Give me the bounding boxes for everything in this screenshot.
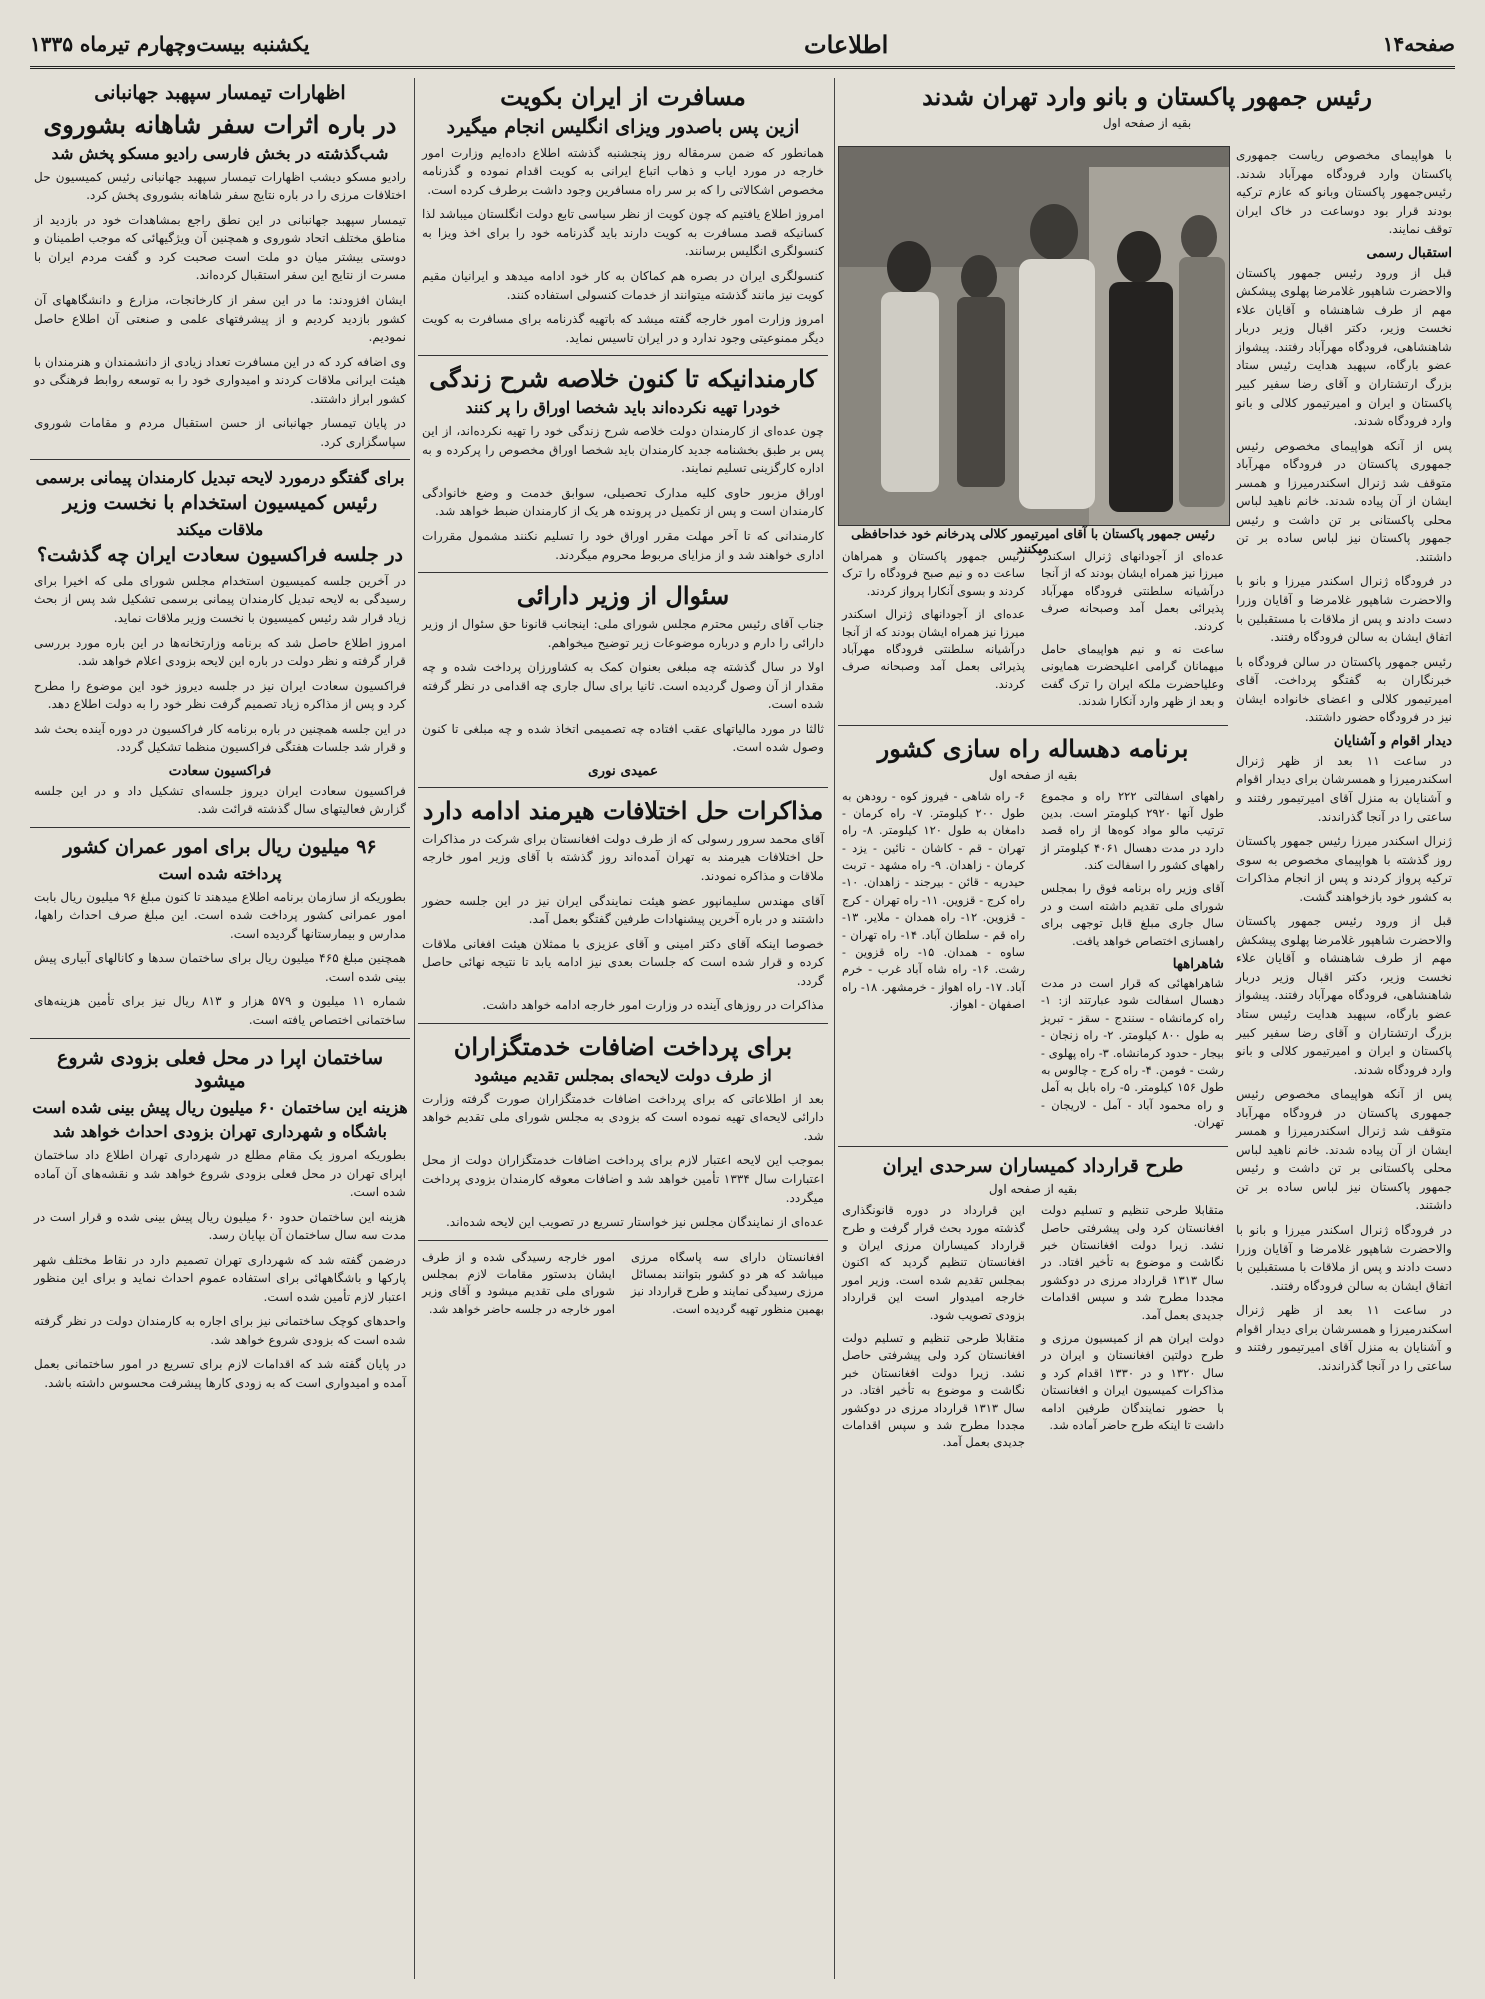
headline-kuwait: مسافرت از ایران بکویت: [500, 82, 746, 111]
news-photo: [838, 146, 1230, 526]
article-paragraph: در پایان تیمسار جهانبانی از حسن استقبال مردم و مقامات شوروی سپاسگزاری کرد.: [34, 416, 406, 449]
subheadline-opera-cost: هزینه این ساختمان ۶۰ میلیون ریال پیش بینی شده است: [32, 1098, 408, 1117]
divider: [418, 1240, 828, 1241]
article-paragraph: بعد از اطلاعاتی که برای پرداخت اضافات خدمتگزاران صورت گرفته وزارت دارائی لایحه‌ای تهیه نموده است که بزودی به مجلس شورای ملی تقدیم خواهد شد.: [422, 1091, 824, 1143]
article-paragraph: ۶- راه شاهی - فیروز کوه - رودهن به طول ۲۰۰ کیلومتر. ۷- راه کرمان - دامغان به طول ۱۲۰ کیلومتر. ۸- راه تهران - قم - کاشان - نائین - یزد - کرمان - زاهدان. ۹- راه مشهد - تربت حیدریه - قائن - بیرجند - زاهدان. ۱۰- راه کرج - قزوین. ۱۱- راه تهران - کرج - قزوین. ۱۲- راه همدان - ملایر. ۱۳- راه قم - سلطان آباد. ۱۴- راه تهران - ساوه - همدان. ۱۵- راه قزوین - رشت. ۱۶- راه شاه آباد غرب - خرم آباد. ۱۷- راه اهواز - خرمشهر. ۱۸- راه اصفهان - اهواز.: [842, 788, 1026, 1012]
headline-development-budget: ۹۶ میلیون ریال برای امور عمران کشور: [63, 835, 377, 858]
article-paragraph: بموجب این لایحه اعتبار لازم برای پرداخت اضافات خدمتگزاران دولت از محل اعتبارات سال ۱۳۳۴ تأمین خواهد شد و اضافات معوقه کارمندان بزودی پرداخت میگردد.: [422, 1153, 824, 1205]
subheading: دیدار اقوام و آشنایان: [1333, 732, 1452, 749]
article-paragraph: ژنرال اسکندر میرزا رئیس جمهور پاکستان روز گذشته با هواپیمای مخصوص به سوی ترکیه پرواز کردند و پس از انجام مذاکرات به کشور خود بازخواهند گشت.: [1236, 834, 1452, 904]
subheading: استقبال رسمی: [1366, 244, 1452, 261]
subheadline-paid: پرداخته شده است: [158, 863, 282, 883]
article-paragraph: اوراق مزبور حاوی کلیه مدارک تحصیلی، سوابق خدمت و وضع خانوادگی کارمندان است و پس از تکمیل در پرونده هر یک از کارمندان ضبط خواهد شد.: [422, 485, 824, 519]
continued-note: بقیه از صفحه اول: [988, 767, 1078, 782]
article-paragraph: فراکسیون سعادت ایران دیروز جلسه‌ای تشکیل داد و در این جلسه گزارش فعالیتهای سال گذشته قرائت شد.: [34, 783, 406, 817]
article-paragraph: رادیو مسکو دیشب اظهارات تیمسار سپهبد جهانبانی رئیس کمیسیون حل اختلافات مرزی را در باره نتایج سفر شاهانه بشوروی پخش کرد.: [34, 169, 406, 203]
headline-helmand-talks: مذاکرات حل اختلافات هیرمند ادامه دارد: [422, 795, 824, 825]
article-paragraph: فراکسیون سعادت ایران نیز در جلسه دیروز خود این موضوع را مطرح کرد و پس از مذاکره زیاد تصمیم گرفت نظر خود را به دولت اطلاع دهد.: [34, 678, 406, 712]
article-paragraph: همچنین مبلغ ۴۶۵ میلیون ریال برای ساختمان سدها و کانالهای آبیاری پیش بینی شده است.: [34, 951, 406, 984]
subheading: شاهراهها: [1172, 956, 1224, 973]
subheadline-club: باشگاه و شهرداری تهران بزودی احداث خواهد شد: [53, 1122, 387, 1141]
article-paragraph: متقابلا طرحی تنظیم و تسلیم دولت افغانستان کرد ولی پیشرفتی حاصل نشد. زیرا دولت افغانستان خبر نگاشت و موضوع به تأخیر افتاد. در سال ۱۳۱۳ قرارداد مرزی در دوکشور مجددا مطرح شد و سپس اقدامات جدیدی بعمل آمد.: [1041, 1203, 1224, 1322]
article-paragraph: در آخرین جلسه کمیسیون استخدام مجلس شورای ملی که اخیرا برای رسیدگی به لایحه تبدیل کارمندان پیمانی برسمی تشکیل شد پس از بحث زیاد قرار شد رئیس کمیسیون با نخست وزیر ملاقات نماید.: [34, 573, 406, 625]
headline-staff-pay: برای پرداخت اضافات خدمتگزاران: [453, 1031, 793, 1061]
subheadline-radio-moscow: شب‌گذشته در بخش فارسی رادیو مسکو پخش شد: [51, 143, 389, 163]
article-paragraph: واحد‌های کوچک ساختمانی نیز برای اجاره به کارمندان دولت در نظر گرفته شده است که بزودی شروع خواهد شد.: [34, 1314, 406, 1347]
article-paragraph: اولا در سال گذشته چه مبلغی بعنوان کمک به کشاورزان پرداخت شده و چه مقدار از آن وصول گردیده است. ثانیا برای سال جاری چه اقدامی در نظر گرفته شده است.: [422, 660, 824, 712]
article-paragraph: امور خارجه رسیدگی شده و از طرف ایشان بدستور مقامات لازم بمجلس شورای ملی تقدیم میشود و آقای وزیر امور خارجه در جلسه حاضر خواهد شد.: [422, 1249, 615, 1316]
article-paragraph: امروز اطلاع یافتیم که چون کویت از نظر سیاسی تابع دولت انگلستان میباشد لذا کسانیکه قصد مسافرت به کویت دارند باید گذرنامه خود را برای اخذ ویزا به کنسولگری انگلیس برسانند.: [422, 207, 824, 259]
column-rule: [414, 78, 415, 1979]
article-paragraph: افغانستان دارای سه پاسگاه مرزی میباشد که هر دو کشور بتوانند بمسائل مرزی رسیدگی نمایند و طرح قرارداد نیز بهمین منظور تهیه گردیده است.: [631, 1249, 824, 1316]
article-paragraph: با هواپیمای مخصوص ریاست جمهوری پاکستان وارد فرودگاه مهرآباد شدند. رئیس‌جمهور پاکستان وبانو که عازم ترکیه بودند قرار بود دوساعت در خاک ایران توقف نمایند.: [1236, 148, 1452, 237]
subheadline-kuwait: ازین پس باصدور ویزای انگلیس انجام میگیرد: [446, 116, 800, 138]
article-paragraph: راههای اسفالتی ۲۲۲ راه و مجموع طول آنها ۲۹۲۰ کیلومتر است. بدین ترتیب مالو مواد کوه‌ها از راه قصد دارد در مدت دهسال ۴۰۶۱ کیلومتر از راههای کشور را اسفالت کند.: [1041, 788, 1224, 873]
right-narrow-column: [1232, 146, 1456, 1966]
article-paragraph: در این جلسه همچنین در باره برنامه کار فراکسیون در دوره آینده بحث شد و قرار شد جلسات هفتگی فراکسیون منظما تشکیل گردد.: [34, 721, 406, 755]
article-paragraph: در ساعت ۱۱ بعد از ظهر ژنرال اسکندرمیرزا و همسرشان برای دیدار اقوام و آشنایان به منزل آقای امیرتیمور رفتند و ساعتی را در آنجا گذراندند.: [1236, 1303, 1452, 1373]
article-paragraph: بطوریکه امروز یک مقام مطلع در شهرداری تهران اطلاع داد ساختمان اپرای تهران در محل فعلی بزودی شروع خواهد شد و نقشه‌های آن آماده شده است.: [34, 1148, 406, 1200]
article-paragraph: درضمن گفته شد که شهرداری تهران تصمیم دارد در نقاط مختلف شهر پارکها و باشگاههائی برای استفاده عموم احداث نماید و برای این منظور اعتبار لازم تأمین شده است.: [34, 1252, 406, 1304]
continued-note: بقیه از صفحه اول: [988, 1182, 1078, 1197]
article-paragraph: آقای وزیر راه برنامه فوق را بمجلس شورای ملی تقدیم داشته است و در سال جاری مبلغ قابل توجهی برای راهسازی اختصاص خواهد یافت.: [1041, 881, 1224, 948]
road-columns: [838, 788, 1228, 1138]
continued-note: بقیه از صفحه اول: [1102, 116, 1192, 130]
article-paragraph: تیمسار سپهبد جهانبانی در این نطق راجع بمشاهدات خود در بازدید از مناطق مختلف اتحاد شوروی و همچنین آن ویژگیهائی که موجب اطمینان و دوستی بیشتر میان دو ملت است صحبت کرد و گفت مردم ایران با مسرت از نتایج این سفر استقبال کرده‌اند.: [34, 212, 406, 283]
article-paragraph: آقای محمد سرور رسولی که از طرف دولت افغانستان برای شرکت در مذاکرات حل اختلافات هیرمند به تهران آمده‌اند روز گذشته با آقای وزیر امور خارجه ملاقات و مذاکره نمودند.: [422, 831, 824, 883]
divider: [838, 725, 1228, 726]
article-paragraph: عده‌ای از آجودانهای ژنرال اسکندر میرزا نیز همراه ایشان بودند که از آنجا درآشیانه سلطنتی فرودگاه مهرآباد پذیرائی بعمل آمد وصبحانه صرف کردند.: [1041, 549, 1224, 633]
article-paragraph: مذاکرات در روزهای آینده در وزارت امور خارجه ادامه خواهد داشت.: [482, 998, 824, 1013]
article-paragraph: قبل از ورود رئیس جمهور پاکستان والاحضرت شاهپور غلامرضا پهلوی پیشکش مهم از طرف شاهنشاه و آقایان علاء نخست وزیر، دکتر اقبال وزیر دربار شاهنشاهی، فرودگاه مهرآباد رفتند. پیشواز عضو بارگاه، سپهبد هدایت رئیس ستاد بزرگ ارتشتاران و آقای رضا سفیر کبیر پاکستان و ایران و امیرتیمور کلالی و بانو وارد فرودگاه شدند.: [1236, 265, 1452, 429]
photo-illustration: [839, 147, 1229, 525]
article-paragraph: همانطور که ضمن سرمقاله روز پنجشنبه گذشته اطلاع داده‌ایم وزارت امور خارجه در مورد ایاب و ذهاب اتباع ایرانی به کویت اقدام نموده و گذرنامه مخصوص اشکالاتی را که بر سر راه مسافرین وجود داشت برطرف کرده است.: [422, 145, 824, 197]
article-paragraph: بطوریکه از سازمان برنامه اطلاع میدهند تا کنون مبلغ ۹۶ میلیون ریال بابت امور عمرانی کشور پرداخت شده است. این مبلغ صرف احداث راهها، مدارس و بیمارستانها گردیده است.: [34, 889, 406, 941]
article-paragraph: عده‌ای از نمایندگان مجلس نیز خواستار تسریع در تصویب این لایحه شده‌اند.: [445, 1215, 824, 1230]
divider: [418, 1023, 828, 1024]
article-paragraph: ثالثا در مورد مالیاتهای عقب افتاده چه تصمیمی اتخاذ شده و چه مبلغی تا کنون وصول شده است.: [422, 721, 824, 755]
article-paragraph: در فرودگاه ژنرال اسکندر میرزا و بانو با والاحضرت شاهپور غلامرضا و آقایان وزرا دست دادند و پس از ملاقات با مستقبلین با اتفاق ایشان به سالن فرودگاه رفتند.: [1236, 574, 1452, 645]
divider: [838, 1146, 1228, 1147]
article-paragraph: رئیس جمهور پاکستان در سالن فرودگاه با خبرنگاران به گفتگو پرداخت. آقای امیرتیمور کلالی و اعضای خانواده ایشان نیز در فرودگاه حضور داشتند.: [1236, 654, 1452, 725]
article-paragraph: دولت ایران هم از کمیسیون مرزی و طرح دولتین افغانستان و ایران در سال ۱۳۲۰ و در ۱۳۳۰ اقدام کرد و مذاکرات کمیسیون ایران و افغانستان با حضور نمایندگان طرفین ادامه داشت تا اینکه طرح حاضر آماده شد.: [1041, 1331, 1225, 1432]
headline-commission-pm: رئیس کمیسیون استخدام با نخست وزیر: [62, 492, 378, 515]
article-paragraph: هزینه این ساختمان حدود ۶۰ میلیون ریال پیش بینی شده و قرار است در مدت سه سال ساختمان آن بپایان رسد.: [34, 1209, 406, 1243]
subheadline-meeting: ملاقات میکند: [176, 520, 264, 540]
divider: [418, 787, 828, 788]
headline-pakistan-president: رئیس جمهور پاکستان و بانو وارد تهران شدند: [922, 82, 1372, 111]
paper-name: اطلاعات: [803, 29, 889, 59]
article-paragraph: عده‌ای از آجودانهای ژنرال اسکندر میرزا نیز همراه ایشان بودند که از آنجا درآشیانه سلطنتی فرودگاه مهرآباد پذیرائی بعمل آمد وصبحانه صرف کردند.: [842, 607, 1025, 691]
middle-column: [418, 78, 828, 1979]
divider: [418, 355, 828, 356]
bottom-columns: [418, 1249, 828, 1325]
article-paragraph: امروز اطلاع حاصل شد که برنامه وزارتخانه‌ها در این باره مورد بررسی قرار گرفته و نظر دولت در باره این لایحه بزودی اعلام خواهد شد.: [34, 635, 406, 669]
article-paragraph: رئیس جمهور پاکستان و همراهان ساعت ده و نیم صبح فرودگاه را ترک کردند و بسوی آنکارا پرواز کردند.: [842, 549, 1025, 598]
article-paragraph: وی اضافه کرد که در این مسافرت تعداد زیادی از دانشمندان و هنرمندان با هیئت ایرانی ملاقات کردند و امیدواری خود را به توسعه روابط فرهنگی دو کشور ابراز داشتند.: [34, 354, 406, 406]
article-paragraph: در ساعت ۱۱ بعد از ظهر ژنرال اسکندرمیرزا و همسرشان برای دیدار اقوام و آشنایان به منزل آقای امیرتیمور رفتند و ساعتی را در آنجا گذراندند.: [1236, 753, 1452, 824]
issue-date: یکشنبه بیست‌وچهارم تیرماه ۱۳۳۵: [30, 32, 310, 56]
article-paragraph: پس از آنکه هواپیمای مخصوص رئیس جمهوری پاکستان در فرودگاه مهرآباد متوقف شد ژنرال اسکندرمیرزا و همسر ایشان از آن پیاده شدند. خانم ناهید لباس محلی پاکستانی بر تن داشت و رئیس جمهور پاکستان نیز لباس ساده بر تن داشتند.: [1236, 438, 1452, 564]
article-paragraph: در پایان گفته شد که اقدامات لازم برای تسریع در امور ساختمانی بعمل آمده و امیدواری است که به زودی کارها پیشرفت محسوس داشته باشد.: [34, 1357, 406, 1391]
headline-royal-visit: در باره اثرات سفر شاهانه بشوروی: [43, 109, 397, 139]
article-paragraph: در فرودگاه ژنرال اسکندر میرزا و بانو با والاحضرت شاهپور غلامرضا و آقایان وزرا دست دادند و پس از ملاقات با مستقبلین با اتفاق ایشان به سالن فرودگاه رفتند.: [1236, 1222, 1452, 1293]
article-paragraph: این قرارداد در دوره قانونگذاری گذشته مورد بحث قرار گرفت و طرح قرارداد کمیساران مرزی ایران و افغانستان تنظیم گردید که اکنون بمجلس تقدیم شده است. وزیر امور خارجه امیدوار است این قرارداد بزودی تصویب شود.: [842, 1203, 1025, 1322]
left-column: [30, 78, 410, 1979]
headline-road-program: برنامه دهساله راه سازی کشور: [877, 733, 1189, 763]
continuation-columns: [838, 548, 1228, 717]
article-paragraph: متقابلا طرحی تنظیم و تسلیم دولت افغانستان کرد ولی پیشرفتی حاصل نشد. زیرا دولت افغانستان خبر نگاشت و موضوع به تأخیر افتاد. در سال ۱۳۱۳ قرارداد مرزی در دوکشور مجددا مطرح شد و سپس اقدامات جدیدی بعمل آمد.: [842, 1331, 1025, 1450]
article-paragraph: آقای مهندس سلیمانپور عضو هیئت نمایندگی ایران نیز در این جلسه حضور داشتند و در باره آخرین پیشنهادات طرفین گفتگو بعمل آمد.: [422, 893, 824, 927]
divider: [30, 827, 410, 828]
divider: [30, 1038, 410, 1039]
article-paragraph: جناب آقای رئیس محترم مجلس شورای ملی: اینجانب قانونا حق سئوال از وزیر دارائی را دارم و درباره موضوعات زیر توضیح میخواهم.: [422, 617, 824, 650]
article-paragraph: چون عده‌ای از کارمندان دولت خلاصه شرح زندگی خود را تهیه نکرده‌اند، از این پس بر طبق بخشنامه جدید کارمندان باید شخصا اوراق مخصوص را پرکرده و به اداره کارگزینی تسلیم نمایند.: [422, 424, 824, 476]
headline-opera-building: ساختمان اپرا در محل فعلی بزودی شروع میشود: [57, 1046, 383, 1093]
divider: [418, 572, 828, 573]
divider: [30, 459, 410, 460]
headline-employees: کارمندانیکه تا کنون خلاصه شرح زندگی: [429, 364, 817, 394]
subheadline-employees: خودرا تهیه نکرده‌اند باید شخصا اوراق را پر کنند: [465, 398, 781, 418]
headline-saadat-faction: در جلسه فراکسیون سعادت ایران چه گذشت؟: [37, 544, 403, 567]
article-paragraph: کارمندانی که تا آخر مهلت مقرر اوراق خود را تسلیم نکنند مشمول مقررات اداری خواهند شد و از مزایای مربوط محروم میگردند.: [422, 528, 824, 562]
column-rule: [834, 78, 835, 1979]
article-paragraph: ایشان افزودند: ما در این سفر از کارخانجات، مزارع و دانشگاههای آن کشور بازدید کردیم و از پیشرفتهای علمی و صنعتی آن اطلاع حاصل نمودیم.: [34, 293, 406, 345]
headline-border-commission: طرح قرارداد کمیساران سرحدی ایران: [882, 1154, 1184, 1177]
masthead: [30, 22, 1455, 69]
subheading: فراکسیون سعادت: [168, 762, 272, 779]
signature: عمیدی نوری: [587, 762, 659, 779]
article-paragraph: خصوصا اینکه آقای دکتر امینی و آقای عزیزی با ممثلان هیئت افغانی ملاقات کرده و قرار شده است که جلسات بعدی نیز ادامه یابد تا نتیجه نهائی حاصل گردد.: [422, 936, 824, 988]
subheadline-staff-pay: از طرف دولت لایحه‌ای بمجلس تقدیم میشود: [474, 1065, 772, 1085]
article-paragraph: ساعت نه و نیم هواپیمای حامل میهمانان گرامی اعلیحضرت همایونی وعلیاحضرت ملکه ایران را ترک گفت و بعد از ظهر وارد آنکارا شدند.: [1041, 641, 1224, 709]
right-lower-block: [838, 548, 1228, 1968]
headline-employment-bill: برای گفتگو درمورد لایحه تبدیل کارمندان پیمانی برسمی: [35, 468, 405, 488]
page-number: صفحه۱۴: [1382, 32, 1455, 56]
article-paragraph: کنسولگری ایران در بصره هم کماکان به کار خود ادامه میدهد و ایرانیان مقیم کویت نیز مانند گذشته میتوانند از خدمات کنسولی استفاده کنند.: [422, 269, 824, 302]
article-paragraph: قبل از ورود رئیس جمهور پاکستان والاحضرت شاهپور غلامرضا پهلوی پیشکش مهم از طرف شاهنشاه و آقایان علاء نخست وزیر، دکتر اقبال وزیر دربار شاهنشاهی، فرودگاه مهرآباد رفتند. پیشواز عضو بارگاه، سپهبد هدایت رئیس ستاد بزرگ ارتشتاران و آقای رضا سفیر کبیر پاکستان و ایران و امیرتیمور کلالی و بانو وارد فرودگاه شدند.: [1236, 914, 1452, 1077]
article-paragraph: شاهراههائی که قرار است در مدت دهسال اسفالت شود عبارتند از: ۱- راه کرمانشاه - سنندج - سقز - تبریز به طول ۸۰۰ کیلومتر. ۲- راه زنجان - بیجار - حدود کرمانشاه. ۳- راه پهلوی - رشت - فومن. ۴- راه کرج - چالوس به طول ۱۵۶ کیلومتر. ۵- راه بابل به آمل و راه محمود آباد - آمل - لاریجان - تهران.: [1041, 976, 1224, 1130]
article-paragraph: شماره ۱۱ میلیون و ۵۷۹ هزار و ۸۱۳ ریال نیز برای تأمین هزینه‌های ساختمانی اختصاص یافته است.: [34, 994, 406, 1027]
right-column: [838, 78, 1456, 148]
headline-jahanbani: اظهارات تیمسار سپهبد جهانبانی: [94, 82, 346, 104]
photo-caption: رئیس جمهور پاکستان با آقای امیرتیمور کلالی پدرخانم خود خداحافظی میکنند: [851, 526, 1215, 556]
headline-finance-question: سئوال از وزیر دارائی: [516, 581, 730, 611]
article-paragraph: پس از آنکه هواپیمای مخصوص رئیس جمهوری پاکستان در فرودگاه مهرآباد متوقف شد ژنرال اسکندرمیرزا و همسر ایشان از آن پیاده شدند. خانم ناهید لباس محلی پاکستانی بر تن داشت و رئیس جمهور پاکستان نیز لباس ساده بر تن داشتند.: [1236, 1087, 1452, 1213]
article-paragraph: امروز وزارت امور خارجه گفته میشد که باتهیه گذرنامه برای مسافرت به کویت دیگر ممنوعیتی وجود ندارد و در ایران تاسیس نماید.: [422, 312, 824, 345]
border-columns: [838, 1202, 1228, 1457]
